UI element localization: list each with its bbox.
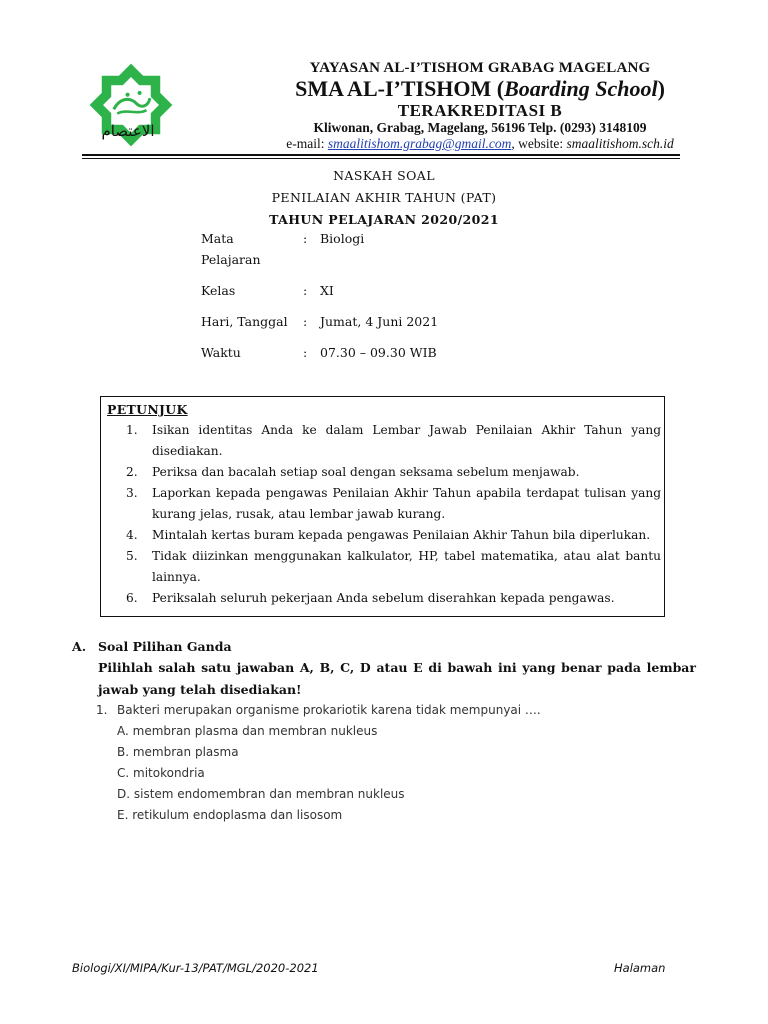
logo-arabic-text: الاعتصام xyxy=(101,122,155,140)
instruction-text: Laporkan kepada pengawas Penilaian Akhir Tahun apabila terdapat tulisan yang kurang jelas, rusak, atau lembar jawab kurang. xyxy=(152,486,661,521)
instruction-item xyxy=(126,546,661,588)
instruction-item xyxy=(126,420,661,462)
school-name-main: SMA AL-I’TISHOM ( xyxy=(295,76,505,101)
section-letter: A. xyxy=(72,639,87,654)
instructions-list xyxy=(126,420,661,609)
section-title: Soal Pilihan Ganda xyxy=(98,639,232,654)
instruction-item xyxy=(126,462,661,483)
footer-code: Biologi/XI/MIPA/Kur-13/PAT/MGL/2020-2021 xyxy=(72,961,319,975)
instruction-number: 4. xyxy=(126,528,138,542)
school-contact xyxy=(195,136,765,152)
answer-option-a: A. membran plasma dan membran nukleus xyxy=(117,724,378,738)
time-label: Waktu xyxy=(201,345,241,360)
email-link[interactable]: smaalitishom.grabag@gmail.com xyxy=(327,136,512,151)
instruction-text: Tidak diizinkan menggunakan kalkulator, HP, tabel matematika, atau alat bantu lainnya. xyxy=(152,549,661,584)
exam-title: PENILAIAN AKHIR TAHUN (PAT) xyxy=(271,190,497,205)
school-name xyxy=(195,76,765,102)
website-label: , website: xyxy=(511,136,567,151)
subject-value: Biologi xyxy=(320,231,365,246)
accreditation: TERAKREDITASI B xyxy=(397,101,563,120)
school-name-close: ) xyxy=(657,76,665,101)
letterhead-rule-thin xyxy=(82,158,680,159)
letterhead-rule xyxy=(82,154,680,156)
question-text: Bakteri merupakan organisme prokariotik karena tidak mempunyai …. xyxy=(117,703,541,717)
email-label: e-mail: xyxy=(286,136,328,151)
school-address: Kliwonan, Grabag, Magelang, 56196 Telp. (0293) 3148109 xyxy=(313,120,647,135)
instruction-number: 2. xyxy=(126,465,138,479)
section-instruction: Pilihlah salah satu jawaban A, B, C, D atau E di bawah ini yang benar pada lembar jawab yang telah disediakan! xyxy=(98,660,696,697)
date-colon: : xyxy=(303,314,308,329)
question-number: 1. xyxy=(96,703,108,717)
answer-option-e: E. retikulum endoplasma dan lisosom xyxy=(117,808,343,822)
class-value: XI xyxy=(320,283,334,298)
instruction-number: 5. xyxy=(126,549,138,563)
time-value: 07.30 – 09.30 WIB xyxy=(320,345,437,360)
instructions-heading: PETUNJUK xyxy=(107,402,188,417)
instruction-number: 3. xyxy=(126,486,138,500)
class-colon: : xyxy=(303,283,308,298)
class-label: Kelas xyxy=(201,283,236,298)
instruction-text: Periksalah seluruh pekerjaan Anda sebelum diserahkan kepada pengawas. xyxy=(152,591,615,605)
subject-colon: : xyxy=(303,231,308,246)
foundation-name: YAYASAN AL-I’TISHOM GRABAG MAGELANG xyxy=(309,60,651,76)
date-label: Hari, Tanggal xyxy=(201,314,288,329)
school-name-italic: Boarding School xyxy=(504,76,658,101)
instruction-number: 1. xyxy=(126,423,138,437)
footer-page-label: Halaman xyxy=(614,961,666,975)
subject-label xyxy=(201,228,301,270)
instruction-item xyxy=(126,588,661,609)
instruction-number: 6. xyxy=(126,591,138,605)
subject-label-line2: Pelajaran xyxy=(201,252,261,267)
doc-title: NASKAH SOAL xyxy=(333,168,435,183)
website-text: smaalitishom.sch.id xyxy=(566,136,674,151)
answer-option-b: B. membran plasma xyxy=(117,745,239,759)
subject-label-line1: Mata xyxy=(201,231,234,246)
instruction-item xyxy=(126,525,661,546)
answer-option-c: C. mitokondria xyxy=(117,766,205,780)
academic-year: TAHUN PELAJARAN 2020/2021 xyxy=(269,212,499,227)
answer-option-d: D. sistem endomembran dan membran nukleus xyxy=(117,787,405,801)
instruction-text: Isikan identitas Anda ke dalam Lembar Jawab Penilaian Akhir Tahun yang disediakan. xyxy=(152,423,661,458)
time-colon: : xyxy=(303,345,308,360)
date-value: Jumat, 4 Juni 2021 xyxy=(320,314,439,329)
instruction-item xyxy=(126,483,661,525)
instruction-text: Mintalah kertas buram kepada pengawas Penilaian Akhir Tahun bila diperlukan. xyxy=(152,528,651,542)
instruction-text: Periksa dan bacalah setiap soal dengan seksama sebelum menjawab. xyxy=(152,465,580,479)
